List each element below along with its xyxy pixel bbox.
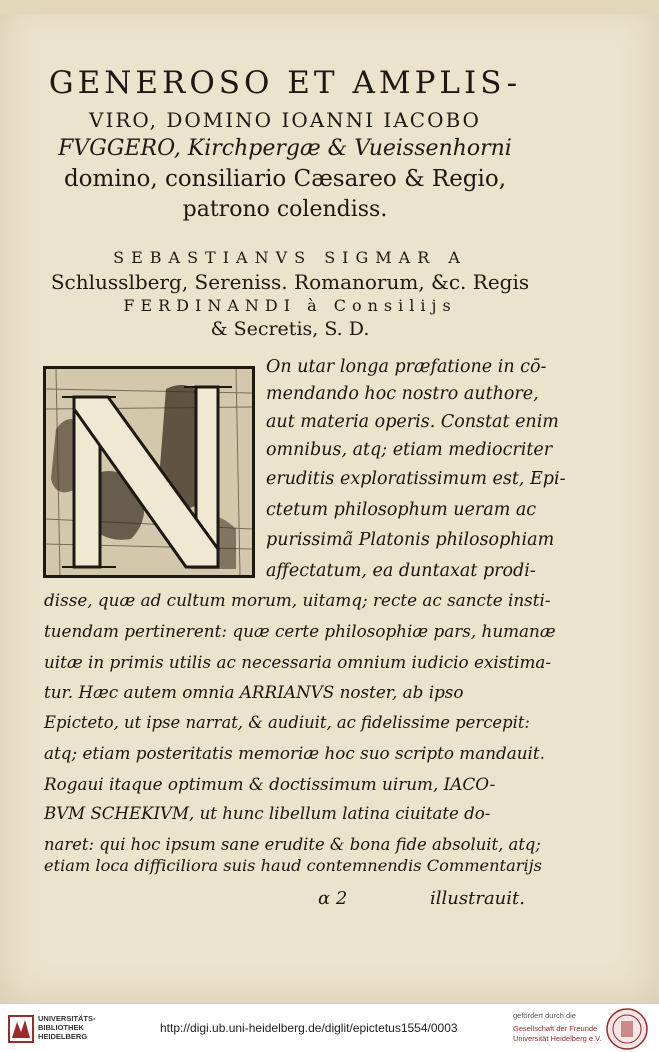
catchword: illustrauit. xyxy=(430,888,525,909)
body-line-8: affectatum, ea duntaxat prodi- xyxy=(266,561,536,581)
dedication-title xyxy=(30,65,540,222)
title-line-4: domino, consiliario Cæsareo & Regio, xyxy=(63,166,507,192)
title-line-3: FVGGERO, Kirchpergæ & Vueissenhorni xyxy=(58,136,512,161)
body-line-14: atq; etiam posteritatis memoriæ hoc suo scripto mandauit. xyxy=(44,743,546,763)
title-line-2: VIRO, DOMINO IOANNI IACOBO xyxy=(89,108,481,132)
library-name[interactable] xyxy=(38,1014,96,1041)
library-name-line-2: BIBLIOTHEK xyxy=(38,1023,84,1032)
signature-mark: α 2 xyxy=(318,888,348,909)
author-line-3: FERDINANDI à Consilijs xyxy=(123,296,457,315)
body-line-13: Epicteto, ut ipse narrat, & audiuit, ac fidelissime percepit: xyxy=(44,713,530,732)
sponsor-name-line-2: Universität Heidelberg e.V. xyxy=(513,1034,602,1043)
body-line-11: uitæ in primis utilis ac necessaria omnium iudicio existima- xyxy=(44,652,552,672)
author-salutation xyxy=(50,250,530,339)
body-line-4: omnibus, atq; etiam mediocriter xyxy=(266,440,553,460)
body-line-17: naret: qui hoc ipsum sane erudite & bona fide absoluit, atq; xyxy=(44,835,541,854)
body-line-6: ctetum philosophum ueram ac xyxy=(266,500,537,520)
university-seal-icon[interactable] xyxy=(606,1008,648,1050)
author-line-4: & Secretis, S. D. xyxy=(210,318,370,340)
library-name-line-1: UNIVERSITÄTS- xyxy=(38,1014,96,1023)
body-line-7: purissimã Platonis philosophiam xyxy=(266,530,555,550)
author-line-2: Schlusslberg, Sereniss. Romanorum, &c. Regis xyxy=(50,270,530,294)
woodcut-illustration xyxy=(46,369,252,575)
footer-bar xyxy=(0,1003,659,1052)
body-line-3: aut materia operis. Constat enim xyxy=(266,412,559,432)
body-line-5: eruditis exploratissimum est, Epi- xyxy=(266,469,566,489)
permalink-url[interactable]: http://digi.ub.uni-heidelberg.de/diglit/epictetus1554/0003 xyxy=(160,1021,458,1035)
sponsor-name[interactable] xyxy=(513,1024,602,1044)
body-line-2: mendando hoc nostro authore, xyxy=(266,384,539,404)
library-name-line-3: HEIDELBERG xyxy=(38,1032,88,1041)
body-line-18: etiam loca difficiliora suis haud contemnendis Commentarijs xyxy=(44,856,542,875)
author-line-1: SEBASTIANVS SIGMAR A xyxy=(113,248,467,267)
body-line-9: disse, quæ ad cultum morum, uitamq; recte ac sancte insti- xyxy=(44,590,551,610)
page-top-edge xyxy=(0,0,659,14)
university-library-logo-icon[interactable] xyxy=(8,1012,34,1044)
title-line-1: GENEROSO ET AMPLIS- xyxy=(48,65,522,101)
body-line-1: On utar longa præfatione in cō- xyxy=(266,357,547,377)
body-line-10: tuendam pertinerent: quæ certe philosophiæ pars, humanæ xyxy=(44,621,556,641)
body-line-16: BVM SCHEKIVM, ut hunc libellum latina ciuitate do- xyxy=(44,804,491,823)
body-line-12: tur. Hæc autem omnia ARRIANVS noster, ab ipso xyxy=(44,682,464,702)
sponsor-name-line-1: Gesellschaft der Freunde xyxy=(513,1024,598,1033)
body-line-15: Rogaui itaque optimum & doctissimum uirum, IACO- xyxy=(44,774,496,794)
woodcut-initial-n xyxy=(43,366,255,578)
sponsor-label: gefördert durch die xyxy=(513,1011,576,1020)
title-line-5: patrono colendiss. xyxy=(182,197,388,222)
